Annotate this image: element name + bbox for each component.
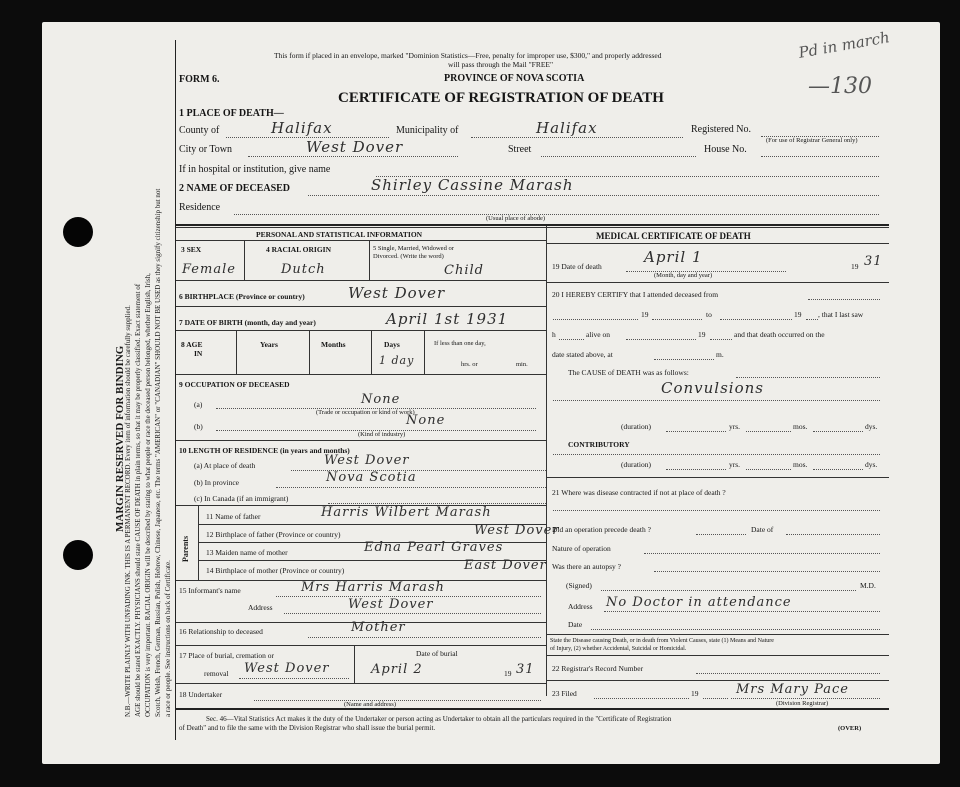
burial-place-label-2: removal (204, 669, 229, 678)
marital-label: 5 Single, Married, Widowed or (373, 245, 454, 252)
division-registrar-signature: Mrs Mary Pace (736, 682, 849, 697)
mother-value: Edna Pearl Graves (364, 540, 504, 555)
state-disease-note-2: of Injury, (2) whether Accidental, Suicidal or Homicidal. (550, 646, 687, 652)
occupation-a-label: (a) (194, 400, 203, 409)
certify-to: to (706, 310, 712, 319)
mother-birth-label: 14 Birthplace of mother (Province or country) (206, 566, 345, 575)
mos-label-2: mos. (793, 460, 808, 469)
form-number: FORM 6. (179, 74, 220, 85)
occupation-label: 9 OCCUPATION OF DECEASED (179, 380, 290, 389)
registrar-use-note: (For use of Registrar General only) (766, 137, 858, 144)
residence-b-value: Nova Scotia (326, 470, 417, 485)
burial-year-prefix: 19 (504, 669, 512, 678)
certify-from-year: 19 (641, 310, 649, 319)
name-address-note: (Name and address) (344, 701, 396, 708)
certify-alive-year: 19 (698, 330, 706, 339)
county-label: County of (179, 125, 220, 136)
duration-label: (duration) (621, 422, 651, 431)
certify-to-year: 19 (794, 310, 802, 319)
duration-label-2: (duration) (621, 460, 651, 469)
age-days-value: 1 day (379, 354, 415, 367)
margin-nb-line: a race or people. See instructions on back of Certificate. (164, 560, 172, 717)
house-no-label: House No. (704, 144, 747, 155)
certify-m: m. (716, 350, 724, 359)
dob-value: April 1st 1931 (386, 310, 509, 328)
municipality-label: Municipality of (396, 125, 459, 136)
certify-h: h (552, 330, 556, 339)
certify-last-saw: , that I last saw (818, 310, 864, 319)
yrs-label: yrs. (729, 422, 741, 431)
birthplace-label: 6 BIRTHPLACE (Province or country) (179, 292, 305, 301)
residence-length-label: 10 LENGTH OF RESIDENCE (in years and months) (179, 446, 350, 455)
record-number-label: 22 Registrar's Record Number (552, 664, 644, 673)
municipality-value: Halifax (536, 119, 598, 137)
burial-place-value: West Dover (244, 661, 330, 676)
deceased-name: Shirley Cassine Marash (371, 176, 574, 194)
informant-value: Mrs Harris Marash (301, 580, 445, 595)
years-label: Years (260, 340, 278, 349)
informant-address-value: West Dover (348, 597, 434, 612)
relationship-label: 16 Relationship to deceased (179, 627, 263, 636)
certify-date-stated: date stated above, at (552, 350, 613, 359)
relationship-value: Mother (351, 620, 406, 635)
province-heading: PROVINCE OF NOVA SCOTIA (444, 73, 585, 84)
autopsy-label: Was there an autopsy ? (552, 562, 621, 571)
race-label: 4 RACIAL ORIGIN (266, 245, 332, 254)
hospital-label: If in hospital or institution, give name (179, 164, 331, 175)
mail-notice: This form if placed in an envelope, marked "Dominion Statistics—Free, penalty for improper use, $300," and properly addressed (274, 51, 662, 60)
trade-note: (Trade or occupation or kind of work) (316, 409, 415, 416)
margin-nb-line: N.B.—WRITE PLAINLY WITH UNFADING INK. THIS IS A PERMANENT RECORD. Every item of information should be carefully supplied. (124, 305, 132, 717)
residence-b-label: (b) In province (194, 478, 239, 487)
certify-heading: 20 I HEREBY CERTIFY that I attended deceased from (552, 290, 719, 299)
certify-line-1 (552, 290, 718, 299)
county-value: Halifax (271, 119, 333, 137)
months-label: Months (321, 340, 346, 349)
pencil-note: Pd in march (797, 28, 891, 62)
over-label: (OVER) (838, 725, 862, 732)
age-label-2: IN (194, 349, 203, 358)
city-label: City or Town (179, 144, 233, 155)
page-title: CERTIFICATE OF REGISTRATION OF DEATH (338, 90, 664, 106)
occupation-b-value: None (406, 413, 446, 428)
death-year-prefix: 19 (851, 262, 859, 271)
hrs-label: hrs. or (461, 361, 478, 368)
dys-label: dys. (865, 422, 878, 431)
filed-label: 23 Filed (552, 689, 577, 698)
margin-nb-line: OCCUPATION is very important. RACIAL ORIGIN will be described by stating to what people or race the deceased person belonged, whether English, Irish, (144, 273, 152, 717)
registered-no-label: Registered No. (691, 124, 751, 135)
doctor-address-label: Address (568, 602, 593, 611)
informant-label: 15 Informant's name (179, 586, 241, 595)
burial-year-value: 31 (516, 662, 535, 677)
father-birth-label: 12 Birthplace of father (Province or country) (206, 530, 341, 539)
doctor-address-value: No Doctor in attendance (606, 595, 792, 610)
occupation-b-label: (b) (194, 422, 203, 431)
undertaker-label: 18 Undertaker (179, 690, 223, 699)
death-date-note: (Month, day and year) (654, 272, 713, 279)
residence-a-label: (a) At place of death (194, 461, 256, 470)
sex-value: Female (182, 262, 236, 277)
pencil-number: —130 (808, 74, 872, 99)
signed-label: (Signed) (566, 581, 592, 590)
marital-label-2: Divorced. (Write the word) (373, 253, 444, 260)
certificate-form (175, 40, 889, 740)
filed-year-prefix: 19 (691, 689, 699, 698)
deceased-name-label: 2 NAME OF DECEASED (179, 183, 291, 194)
sex-label: 3 SEX (181, 245, 202, 254)
yrs-label-2: yrs. (729, 460, 741, 469)
less-than-day-label: If less than one day, (434, 340, 486, 347)
margin-binding-label: MARGIN RESERVED FOR BINDING (114, 345, 126, 532)
burial-date-label: Date of burial (416, 649, 458, 658)
doctor-date-label: Date (568, 620, 583, 629)
days-label: Days (384, 340, 400, 349)
residence-c-label: (c) In Canada (if an immigrant) (194, 494, 289, 503)
father-label: 11 Name of father (206, 512, 261, 521)
death-date-label: 19 Date of death (552, 262, 602, 271)
mail-notice-2: will pass through the Mail "FREE" (448, 60, 554, 69)
city-value: West Dover (306, 138, 404, 156)
personal-info-heading: PERSONAL AND STATISTICAL INFORMATION (256, 230, 423, 239)
birthplace-value: West Dover (348, 284, 446, 302)
medical-heading: MEDICAL CERTIFICATE OF DEATH (596, 231, 751, 241)
parents-label: Parents (181, 535, 190, 562)
occupation-a-value: None (361, 392, 401, 407)
usual-abode-note: (Usual place of abode) (486, 215, 546, 222)
dys-label-2: dys. (865, 460, 878, 469)
father-value: Harris Wilbert Marash (321, 505, 492, 520)
cause-value: Convulsions (661, 379, 764, 397)
informant-address-label: Address (248, 603, 273, 612)
contracted-label: 21 Where was disease contracted if not at place of death ? (552, 488, 726, 497)
binding-margin (60, 32, 175, 732)
nature-label: Nature of operation (552, 544, 611, 553)
division-registrar-note: (Division Registrar) (776, 700, 829, 707)
min-label: min. (516, 361, 528, 368)
industry-note: (Kind of industry) (358, 431, 406, 438)
marital-value: Child (444, 263, 484, 278)
mother-label: 13 Maiden name of mother (206, 548, 288, 557)
dob-label: 7 DATE OF BIRTH (month, day and year) (179, 318, 316, 327)
certify-occurred: and that death occurred on the (734, 330, 825, 339)
certify-alive-on: alive on (586, 330, 610, 339)
mos-label: mos. (793, 422, 808, 431)
street-label: Street (508, 144, 532, 155)
residence-label: Residence (179, 202, 221, 213)
burial-date-value: April 2 (371, 662, 423, 677)
place-of-death-heading: 1 PLACE OF DEATH— (179, 108, 284, 119)
death-year-value: 31 (864, 254, 883, 269)
father-birth-value: West Dover (474, 523, 560, 538)
margin-nb-line: Scotch, Welsh, French, German, Russian, Polish, Hebrew, Chinese, Japanese, etc. The terms "AMERICAN" or "CANADIAN" SHOULD NOT BE USED as they signify citizenship but not (154, 188, 162, 717)
mother-birth-value: East Dover (464, 558, 547, 573)
race-value: Dutch (281, 262, 326, 277)
footer-line-2: of Death" and to file the same with the Division Registrar who shall issue the burial permit. (179, 724, 436, 732)
residence-a-value: West Dover (324, 453, 410, 468)
cause-label: The CAUSE of DEATH was as follows: (568, 368, 689, 377)
burial-place-label: 17 Place of burial, cremation or (179, 651, 274, 660)
margin-nb-line: AGE should be stated EXACTLY. PHYSICIANS should state CAUSE OF DEATH in plain terms, so that it may be properly classified. Exact statement of (134, 283, 142, 717)
md-label: M.D. (860, 581, 876, 590)
age-label: 8 AGE (181, 340, 203, 349)
footer-line-1: Sec. 46—Vital Statistics Act makes it the duty of the Undertaker or person acting as Undertaker to obtain all the particulars required in the "Certificate of Registration (206, 715, 672, 723)
death-date-value: April 1 (644, 248, 703, 266)
contributory-label: CONTRIBUTORY (568, 440, 630, 449)
state-disease-note: State the Disease causing Death, or in death from Violent Causes, state (1) Means and Nature (550, 638, 774, 644)
operation-date-label: Date of (751, 525, 774, 534)
operation-label: Did an operation precede death ? (552, 525, 651, 534)
